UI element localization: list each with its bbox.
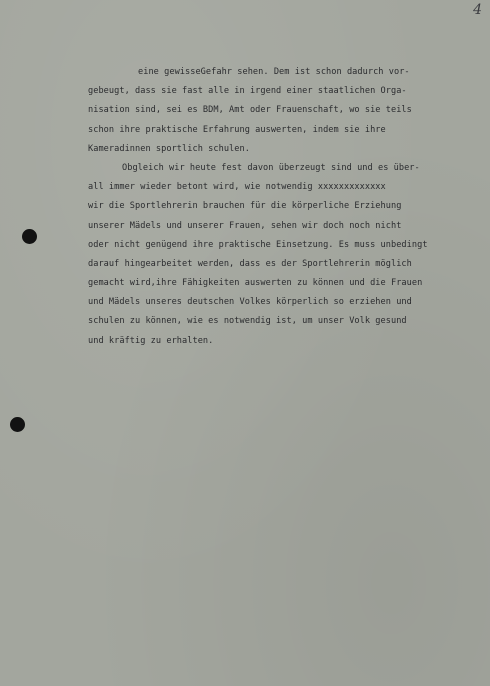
punch-hole-top [22,229,37,244]
text-line: Kameradinnen sportlich schulen. [88,143,250,154]
text-line: und Mädels unseres deutschen Volkes körperlich so erziehen und [88,297,412,308]
text-line: gebeugt, dass sie fast alle in irgend einer staatlichen Orga- [88,86,407,97]
text-line: schulen zu können, wie es notwendig ist, um unser Volk gesund [88,316,407,327]
text-line: schon ihre praktische Erfahrung auswerten, indem sie ihre [88,124,386,135]
text-line: gemacht wird,ihre Fähigkeiten auswerten zu können und die Frauen [88,278,423,289]
punch-hole-bottom [10,417,25,432]
text-line: wir die Sportlehrerin brauchen für die körperliche Erziehung [88,201,402,212]
text-line: Obgleich wir heute fest davon überzeugt sind und es über- [122,162,420,173]
text-line: nisation sind, sei es BDM, Amt oder Frauenschaft, wo sie teils [88,105,412,116]
page-number: 4 [473,2,482,18]
text-line: und kräftig zu erhalten. [88,335,214,346]
typewritten-text [88,63,472,351]
text-line: unserer Mädels und unserer Frauen, sehen wir doch noch nicht [88,220,402,231]
text-line: eine gewisseGefahr sehen. Dem ist schon dadurch vor- [138,67,410,77]
text-line: darauf hingearbeitet werden, dass es der Sportlehrerin möglich [88,258,412,269]
text-line: oder nicht genügend ihre praktische Einsetzung. Es muss unbedingt [88,239,428,250]
text-line: all immer wieder betont wird, wie notwendig xxxxxxxxxxxxx [88,182,386,193]
